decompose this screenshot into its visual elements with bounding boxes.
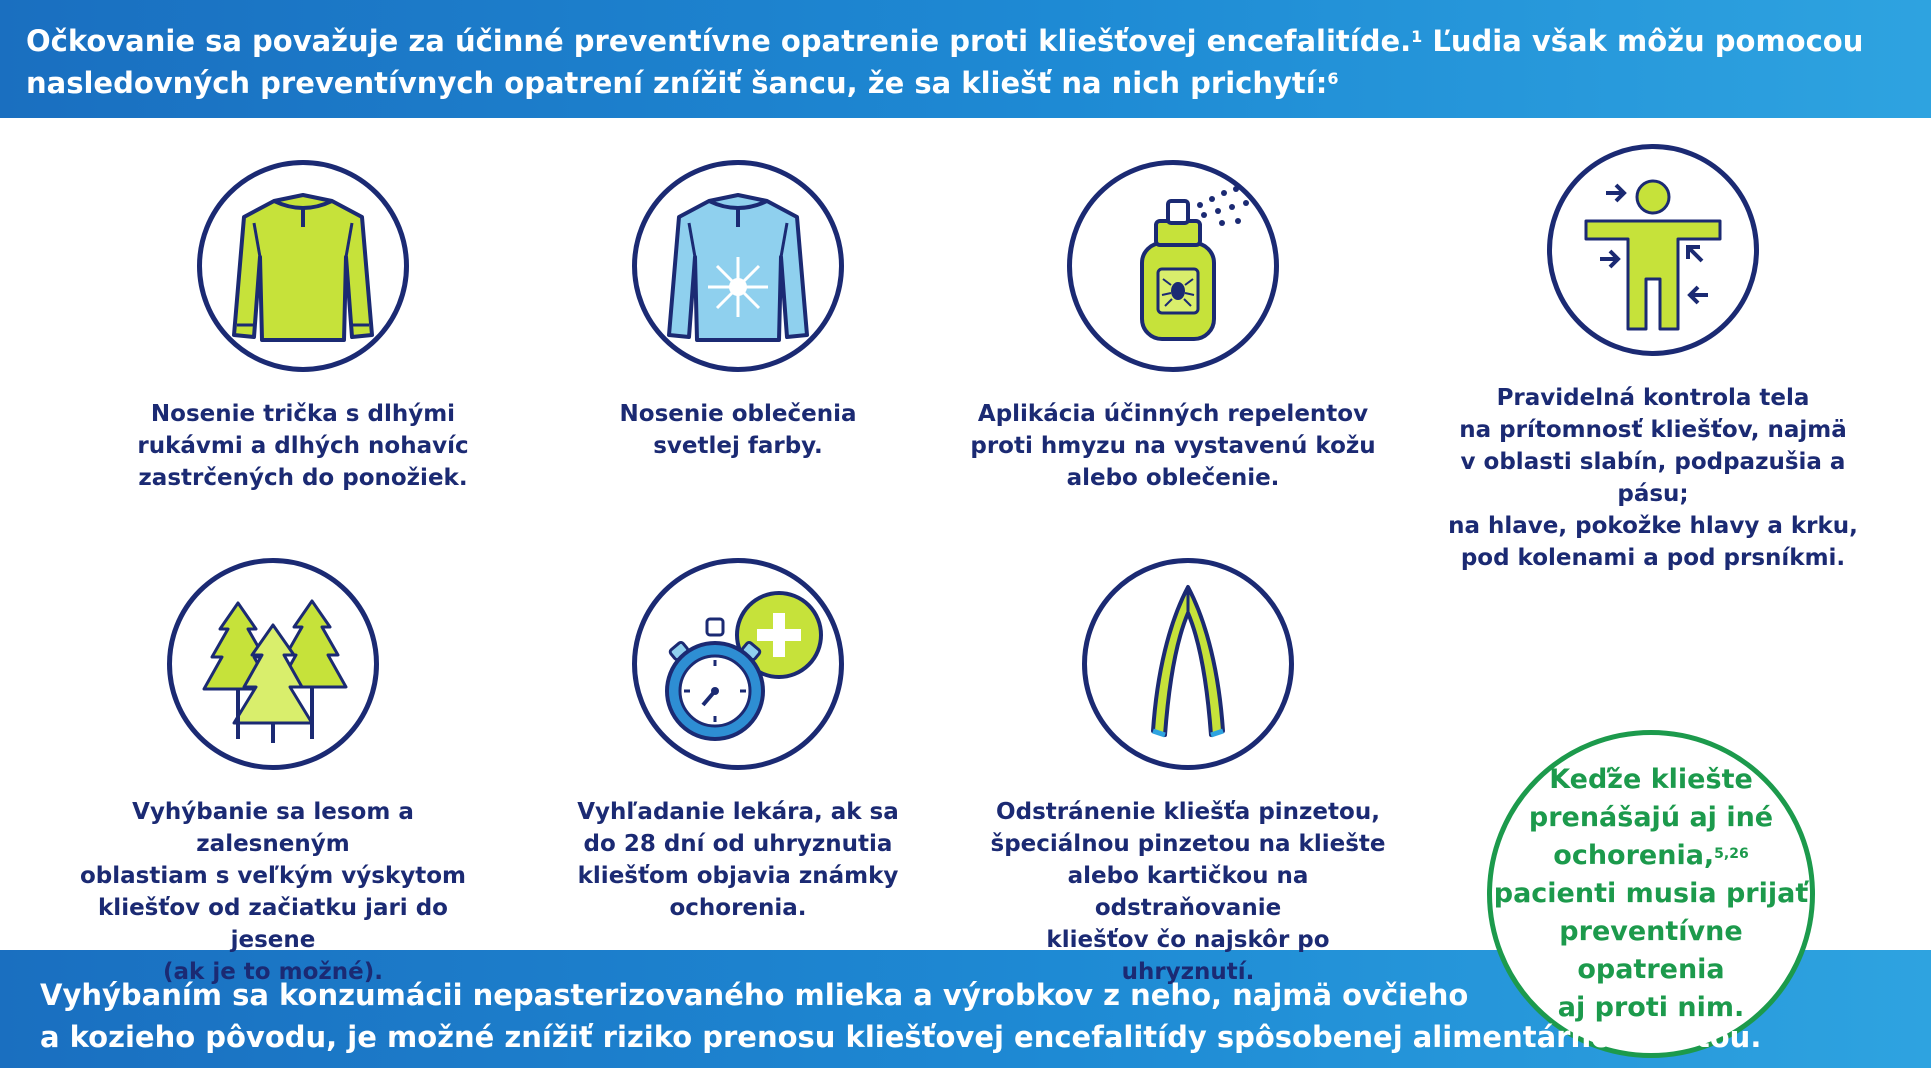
header-banner: [0, 0, 1931, 118]
body-check-icon: [1547, 144, 1759, 356]
prevention-item-repellent: [963, 160, 1383, 494]
prevention-item-tweezers: [978, 558, 1398, 988]
prevention-item-avoid-forest: [63, 558, 483, 988]
footer-line-2: a kozieho pôvodu, je možné znížiť riziko prenosu kliešťovej encefalitídy spôsobenej alimentárnou cestou.: [40, 1020, 1762, 1054]
prevention-caption: Aplikácia účinných repelentov proti hmyzu na vystavenú kožu alebo oblečenie.: [970, 401, 1376, 491]
stopwatch-medical-icon: [632, 558, 844, 770]
prevention-caption: Nosenie trička s dlhými rukávmi a dlhých nohavíc zastrčených do ponožiek.: [137, 401, 469, 491]
prevention-caption: Nosenie oblečenia svetlej farby.: [619, 401, 857, 459]
footnote-ref: 6: [1327, 69, 1339, 88]
footnote-ref: 5,26: [1714, 846, 1749, 862]
light-clothing-icon: [632, 160, 844, 372]
long-sleeve-shirt-icon: [197, 160, 409, 372]
footer-banner: [0, 950, 1931, 1068]
forest-trees-icon: [167, 558, 379, 770]
callout-text: Keďže kliešte prenášajú aj iné ochorenia,$^{5,26}$ pacienti musia prijať preventívne opatrenia aj proti nim.: [1493, 764, 1809, 1023]
footnote-ref: 1: [1411, 27, 1423, 46]
prevention-caption: Pravidelná kontrola tela na prítomnosť kliešťov, najmä v oblasti slabín, podpazušia a pásu; na hlave, pokožke hlavy a krku, pod kolenami a pod prsníkmi.: [1448, 385, 1858, 571]
tweezers-icon: [1082, 558, 1294, 770]
prevention-item-long-clothes: [93, 160, 513, 494]
footer-line-1: Vyhýbaním sa konzumácii nepasterizovaného mlieka a výrobkov z neho, najmä ovčieho: [40, 978, 1469, 1012]
prevention-caption: Vyhľadanie lekára, ak sa do 28 dní od uhryznutia kliešťom objavia známky ochorenia.: [577, 799, 899, 921]
prevention-item-see-doctor: [528, 558, 948, 924]
prevention-item-body-check: [1443, 144, 1863, 574]
header-line-2: nasledovných preventívnych opatrení znížiť šancu, že sa kliešť na nich prichytí:$^6$: [26, 66, 1339, 100]
prevention-caption: Vyhýbanie sa lesom a zalesneným oblastiam s veľkým výskytom kliešťov od začiatku jari do jesene (ak je to možné).: [79, 799, 467, 985]
prevention-caption: Odstránenie kliešťa pinzetou, špeciálnou pinzetou na kliešte alebo kartičkou na odstraňovanie kliešťov čo najskôr po uhryznutí.: [990, 799, 1386, 985]
header-line-1: Očkovanie sa považuje za účinné preventívne opatrenie proti kliešťovej encefalitíde.$^1$ Ľudia však môžu pomocou: [26, 24, 1864, 58]
prevention-item-light-clothing: [528, 160, 948, 462]
repellent-spray-icon: [1067, 160, 1279, 372]
